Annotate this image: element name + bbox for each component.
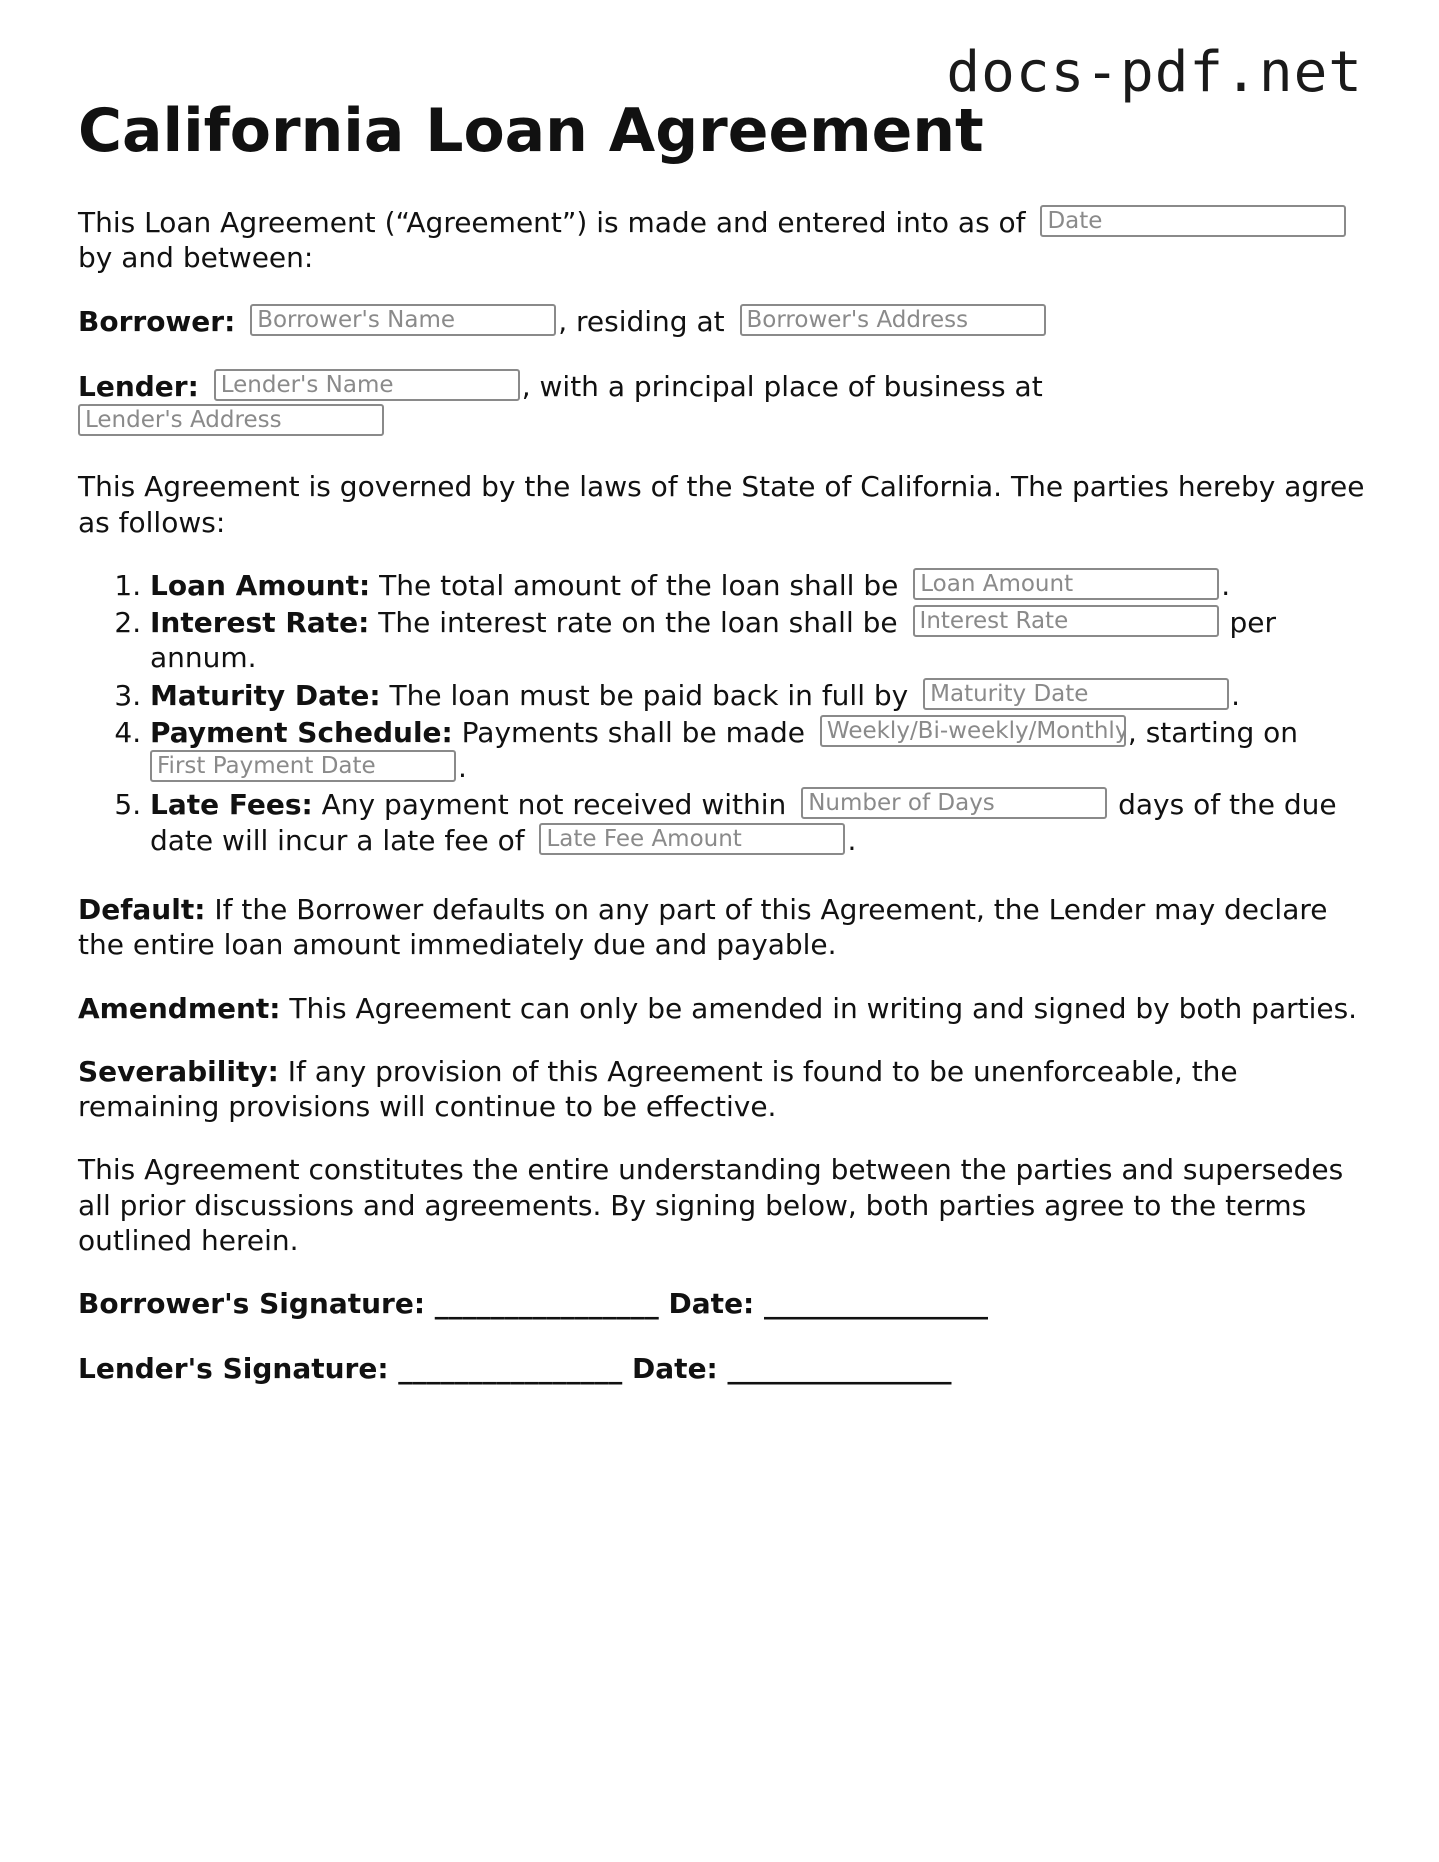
lender-signature-label: Lender's Signature: bbox=[78, 1352, 389, 1386]
terms-list bbox=[78, 568, 1368, 858]
interest-rate-text: The interest rate on the loan shall be bbox=[378, 606, 898, 640]
agreement-date-field[interactable] bbox=[1040, 205, 1346, 237]
payment-schedule-text: Payments shall be made bbox=[461, 715, 806, 749]
lender-label: Lender: bbox=[78, 369, 199, 403]
loan-amount-label: Loan Amount: bbox=[150, 568, 371, 602]
maturity-date-after: . bbox=[1231, 678, 1241, 712]
interest-rate-label: Interest Rate: bbox=[150, 606, 370, 640]
loan-amount-text: The total amount of the loan shall be bbox=[379, 568, 899, 602]
term-late-fees bbox=[150, 787, 1368, 858]
amendment-text: This Agreement can only be amended in writing and signed by both parties. bbox=[289, 991, 1358, 1025]
borrower-date-label: Date: bbox=[668, 1287, 755, 1321]
borrower-address-field[interactable] bbox=[740, 304, 1046, 336]
lender-line bbox=[78, 369, 1368, 440]
borrower-signature-blank: ________________ bbox=[434, 1287, 659, 1321]
intro-text: This Loan Agreement (“Agreement”) is made and entered into as of bbox=[78, 206, 1026, 239]
maturity-date-label: Maturity Date: bbox=[150, 678, 381, 712]
watermark: docs-pdf.net bbox=[946, 40, 1363, 105]
payment-schedule-middle: , starting on bbox=[1127, 715, 1299, 749]
borrower-name-field[interactable] bbox=[250, 304, 556, 336]
default-label: Default: bbox=[78, 892, 206, 926]
loan-amount-field[interactable] bbox=[913, 568, 1219, 600]
term-interest-rate bbox=[150, 605, 1368, 676]
lender-name-field[interactable] bbox=[214, 369, 520, 401]
late-fee-amount-field[interactable] bbox=[539, 823, 845, 855]
document-title: California Loan Agreement bbox=[78, 96, 984, 166]
maturity-date-text: The loan must be paid back in full by bbox=[389, 678, 909, 712]
maturity-date-field[interactable] bbox=[923, 678, 1229, 710]
document-body bbox=[78, 95, 1368, 1417]
borrower-residing-text: , residing at bbox=[558, 304, 725, 338]
lender-date-blank: ________________ bbox=[727, 1352, 952, 1386]
severability-paragraph bbox=[78, 1054, 1368, 1125]
term-payment-schedule bbox=[150, 715, 1368, 786]
interest-rate-field[interactable] bbox=[913, 605, 1219, 637]
late-fees-after: . bbox=[847, 823, 857, 857]
term-maturity-date bbox=[150, 678, 1368, 713]
intro-after-text: by and between: bbox=[78, 241, 314, 275]
amendment-label: Amendment: bbox=[78, 991, 281, 1025]
lender-date-label: Date: bbox=[632, 1352, 718, 1386]
lender-address-field[interactable] bbox=[78, 404, 384, 436]
default-text: If the Borrower defaults on any part of this Agreement, the Lender may declare the entire loan amount immediately due and payable. bbox=[78, 892, 1328, 962]
borrower-label: Borrower: bbox=[78, 304, 236, 338]
lender-business-text: , with a principal place of business at bbox=[521, 369, 1043, 403]
payment-frequency-field[interactable] bbox=[820, 715, 1126, 747]
first-payment-date-field[interactable] bbox=[150, 750, 456, 782]
default-paragraph bbox=[78, 892, 1368, 963]
payment-schedule-after: . bbox=[458, 751, 467, 785]
late-days-field[interactable] bbox=[801, 787, 1107, 819]
borrower-line bbox=[78, 304, 1368, 339]
late-fees-text: Any payment not received within bbox=[321, 788, 787, 822]
borrower-signature-line bbox=[78, 1286, 1368, 1321]
intro-paragraph bbox=[78, 205, 1368, 276]
loan-amount-after: . bbox=[1221, 568, 1231, 602]
governing-law-paragraph: This Agreement is governed by the laws of the State of California. The parties hereby agree as follows: bbox=[78, 470, 1365, 539]
lender-signature-line bbox=[78, 1351, 1368, 1386]
closing-paragraph: This Agreement constitutes the entire understanding between the parties and supersedes all prior discussions and agreements. By signing below, both parties agree to the terms outlined herein. bbox=[78, 1153, 1344, 1257]
amendment-paragraph bbox=[78, 991, 1368, 1026]
late-fees-label: Late Fees: bbox=[150, 788, 313, 822]
severability-text: If any provision of this Agreement is found to be unenforceable, the remaining provisions will continue to be effective. bbox=[78, 1054, 1238, 1124]
term-loan-amount bbox=[150, 568, 1368, 603]
severability-label: Severability: bbox=[78, 1054, 279, 1088]
late-fees-middle: days of the due date will incur a late fee of bbox=[150, 788, 1337, 857]
interest-rate-after: per annum. bbox=[150, 606, 1276, 675]
payment-schedule-label: Payment Schedule: bbox=[150, 715, 453, 749]
borrower-date-blank: ________________ bbox=[764, 1287, 989, 1321]
lender-signature-blank: ________________ bbox=[398, 1352, 623, 1386]
borrower-signature-label: Borrower's Signature: bbox=[78, 1287, 426, 1321]
